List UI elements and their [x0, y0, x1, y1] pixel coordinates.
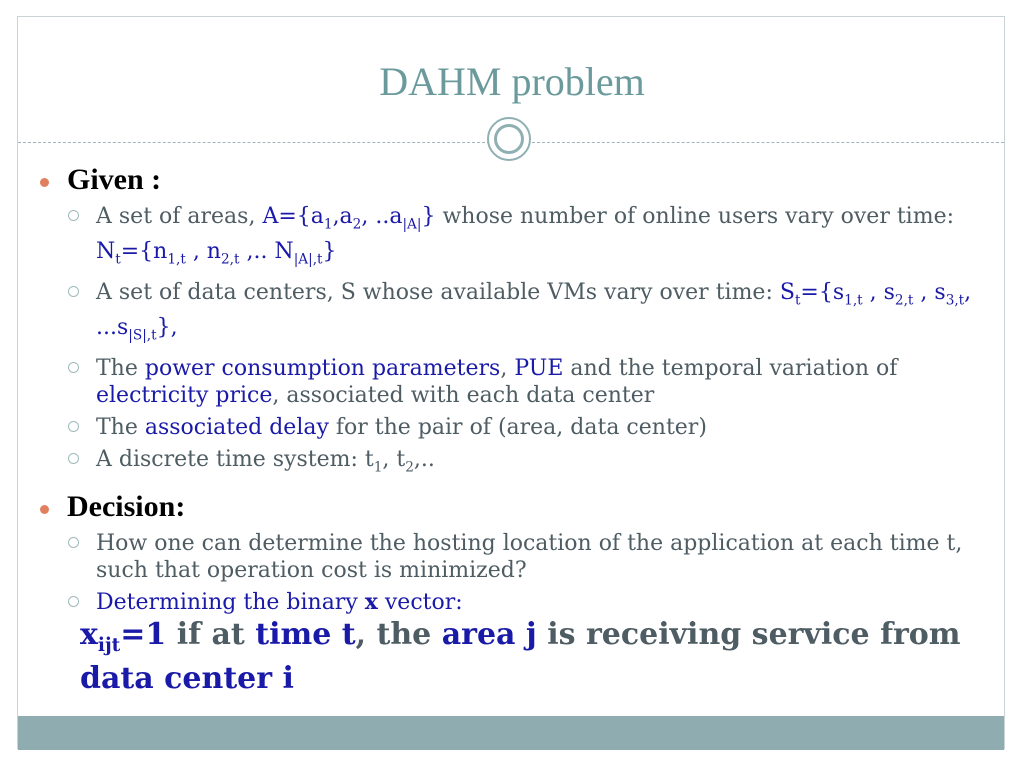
list-item-time: A discrete time system: $t_1$, $t_2$,.. — [38, 446, 988, 481]
associated-delay: associated delay — [144, 414, 329, 440]
binary-pre: Determining the binary — [96, 589, 365, 615]
slide-title: DAHM problem — [379, 59, 645, 104]
list-item-binary — [38, 589, 988, 616]
binary-x: x — [364, 588, 378, 615]
question-text: How one can determine the hosting location of the application at each time t, such that operation cost is minimized? — [96, 530, 963, 583]
power-params: power consumption parameters — [144, 355, 501, 381]
formula-area-j: area j — [441, 617, 537, 652]
list-item-delay: The associated delay for the pair of (area, data center) — [38, 414, 988, 441]
pue: PUE — [514, 355, 564, 381]
circle-bullet-icon — [68, 421, 79, 432]
text: A set of areas, — [96, 204, 263, 229]
circle-bullet-icon — [68, 362, 79, 373]
given-heading — [38, 160, 988, 200]
set-n: $N_t=\{n_{1,t}$ , $n_{2,t}$ ,.. $N_{|A|,t}$} — [96, 239, 337, 268]
circle-bullet-icon — [68, 453, 79, 464]
decision-formula: $x_{ijt}=1$ if at time t, the area j is receiving service from data center i — [80, 617, 961, 696]
formula-time-t: time t — [255, 617, 356, 652]
circle-bullet-icon — [68, 596, 79, 607]
formula-dc-i: data center i — [80, 661, 294, 696]
circle-bullet-icon — [68, 286, 79, 297]
list-item-datacenters — [38, 279, 988, 350]
decision-label: Decision: — [67, 489, 186, 523]
bullet-dot-icon — [40, 178, 49, 187]
formula-eq: =1 — [120, 617, 167, 652]
list-item-question — [38, 530, 988, 584]
circle-bullet-icon — [68, 210, 79, 221]
set-s: $S_t=\{s_{1,t}$ , $s_{2,t}$ , $s_{3,t}$, $...s_{|S|,t}$}, — [96, 279, 972, 344]
text: whose number of online users vary over time: — [435, 204, 955, 229]
ring-ornament-icon — [487, 117, 531, 161]
circle-bullet-icon — [68, 537, 79, 548]
formula-x: x — [80, 617, 98, 652]
given-label: Given : — [67, 163, 162, 196]
footer-bar — [18, 716, 1004, 750]
list-item-areas — [38, 203, 988, 274]
binary-post: vector: — [377, 589, 463, 615]
set-a: $A=\{a_1,a_2$, $..a_{|A|}$} — [262, 204, 436, 233]
decision-heading — [38, 487, 988, 527]
electricity-price: electricity price — [96, 382, 273, 408]
list-item-power: The power consumption parameters, PUE and the temporal variation of electricity price, associated with each data center — [38, 355, 988, 409]
formula-x-sub: ijt — [97, 635, 121, 656]
text: A set of data centers, S whose available VMs vary over time: — [96, 279, 780, 305]
bullet-dot-icon — [40, 505, 49, 514]
slide-content — [38, 160, 988, 621]
